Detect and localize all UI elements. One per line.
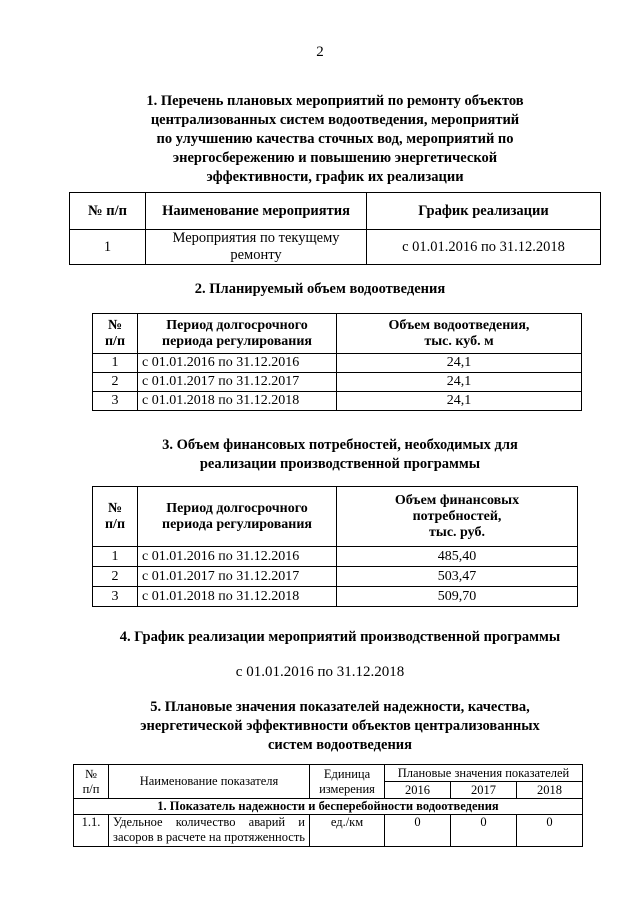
cell-num: 1 xyxy=(93,354,138,373)
cell-period: с 01.01.2018 по 31.12.2018 xyxy=(138,587,337,607)
cell-num: 2 xyxy=(93,567,138,587)
col-header-name: Наименование мероприятия xyxy=(146,193,367,230)
cell-name xyxy=(109,815,310,847)
cell-value: 0 xyxy=(517,815,583,847)
cell-name-line: Мероприятия по текущему xyxy=(172,230,340,246)
section-5-title-line: энергетической эффективности объектов централизованных xyxy=(140,718,540,734)
cell-num: 2 xyxy=(93,373,138,392)
cell-volume: 24,1 xyxy=(337,392,582,411)
col-header-name: Наименование показателя xyxy=(109,765,310,799)
section-1-title-line: энергосбережению и повышению энергетической xyxy=(172,150,498,166)
col-header-num xyxy=(93,314,138,354)
header-line: Период долгосрочного xyxy=(166,317,308,333)
cell-finance: 503,47 xyxy=(337,567,578,587)
subheader-reliability: 1. Показатель надежности и бесперебойности водоотведения xyxy=(74,799,583,815)
col-header-year: 2018 xyxy=(517,782,583,799)
section-3-title xyxy=(60,436,620,474)
section-1-title-line: по улучшению качества сточных вод, мероприятий по xyxy=(156,131,514,147)
section-5-title-line: 5. Плановые значения показателей надежности, качества, xyxy=(150,699,530,715)
col-header-year: 2017 xyxy=(451,782,517,799)
table-row xyxy=(74,815,583,847)
section-1-title-line: централизованных систем водоотведения, мероприятий xyxy=(150,112,520,128)
header-line: п/п xyxy=(82,781,100,796)
cell-value: 0 xyxy=(385,815,451,847)
table-header-row xyxy=(93,487,578,547)
section-3-title-line: реализации производственной программы xyxy=(199,456,481,472)
volume-table xyxy=(92,313,582,411)
cell-num: 1.1. xyxy=(74,815,109,847)
cell-volume: 24,1 xyxy=(337,354,582,373)
table-row xyxy=(93,547,578,567)
table-row xyxy=(93,567,578,587)
cell-period: с 01.01.2017 по 31.12.2017 xyxy=(138,567,337,587)
cell-num: 1 xyxy=(93,547,138,567)
table-row xyxy=(70,230,601,265)
table-header-row xyxy=(93,314,582,354)
table-row xyxy=(93,392,582,411)
cell-period: с 01.01.2017 по 31.12.2017 xyxy=(138,373,337,392)
header-line: периода регулирования xyxy=(162,516,312,532)
section-3-title-line: 3. Объем финансовых потребностей, необходимых для xyxy=(162,437,518,453)
cell-schedule: с 01.01.2016 по 31.12.2018 xyxy=(367,230,601,265)
cell-period: с 01.01.2016 по 31.12.2016 xyxy=(138,547,337,567)
cell-num: 3 xyxy=(93,392,138,411)
header-line: № xyxy=(107,500,123,516)
cell-name-line: Удельное количество аварий и xyxy=(113,815,305,829)
section-5-title-line: систем водоотведения xyxy=(267,737,413,753)
header-line: № xyxy=(107,317,123,333)
cell-name-line: ремонту xyxy=(230,247,282,263)
section-1-title-line: 1. Перечень плановых мероприятий по ремонту объектов xyxy=(146,93,524,109)
col-header-year: 2016 xyxy=(385,782,451,799)
cell-unit: ед./км xyxy=(310,815,385,847)
cell-name-line: засоров в расчете на протяженность xyxy=(113,830,306,844)
col-header-num xyxy=(74,765,109,799)
cell-period: с 01.01.2016 по 31.12.2016 xyxy=(138,354,337,373)
col-header-volume xyxy=(337,314,582,354)
col-header-num xyxy=(93,487,138,547)
table-header-row xyxy=(74,765,583,782)
section-1-title xyxy=(60,92,610,187)
table-subheader-row xyxy=(74,799,583,815)
cell-num: 3 xyxy=(93,587,138,607)
cell-volume: 24,1 xyxy=(337,373,582,392)
header-line: № xyxy=(85,766,97,781)
col-header-finance xyxy=(337,487,578,547)
col-header-schedule: График реализации xyxy=(367,193,601,230)
header-line: Единица xyxy=(323,766,371,781)
header-line: тыс. куб. м xyxy=(424,333,494,349)
table-header-row xyxy=(70,193,601,230)
header-line: потребностей, xyxy=(412,508,502,524)
section-2-title: 2. Планируемый объем водоотведения xyxy=(194,281,446,297)
header-line: измерения xyxy=(319,781,375,796)
header-line: п/п xyxy=(104,516,126,532)
header-line: периода регулирования xyxy=(162,333,312,349)
header-line: Объем финансовых xyxy=(394,492,520,508)
page-number: 2 xyxy=(316,44,324,60)
col-header-period xyxy=(138,487,337,547)
cell-name xyxy=(146,230,367,265)
section-1-title-line: эффективности, график их реализации xyxy=(206,169,464,185)
cell-finance: 509,70 xyxy=(337,587,578,607)
table-row xyxy=(93,587,578,607)
finance-table xyxy=(92,486,578,607)
header-line: Объем водоотведения, xyxy=(388,317,530,333)
section-4-schedule: с 01.01.2016 по 31.12.2018 xyxy=(235,664,405,680)
header-line: тыс. руб. xyxy=(429,524,485,540)
col-header-period xyxy=(138,314,337,354)
col-header-unit xyxy=(310,765,385,799)
cell-period: с 01.01.2018 по 31.12.2018 xyxy=(138,392,337,411)
indicators-table xyxy=(73,764,583,847)
col-header-num: № п/п xyxy=(70,193,146,230)
section-5-title xyxy=(50,698,630,755)
table-row xyxy=(93,354,582,373)
section-4-title: 4. График реализации мероприятий производственной программы xyxy=(119,629,561,645)
cell-num: 1 xyxy=(70,230,146,265)
header-line: Период долгосрочного xyxy=(166,500,308,516)
cell-value: 0 xyxy=(451,815,517,847)
cell-finance: 485,40 xyxy=(337,547,578,567)
table-row xyxy=(93,373,582,392)
activities-table xyxy=(69,192,601,265)
col-header-plan: Плановые значения показателей xyxy=(385,765,583,782)
header-line: п/п xyxy=(104,333,126,349)
